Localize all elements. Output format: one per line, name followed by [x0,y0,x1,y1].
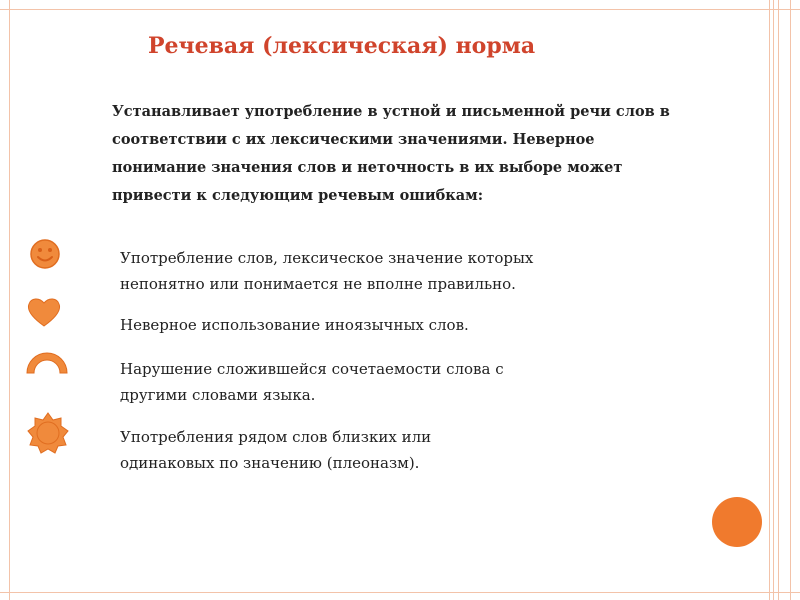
frame-top-line [0,9,800,10]
item-line: Неверное использование иноязычных слов. [120,316,469,334]
heart-icon [26,296,62,328]
intro-line: привести к следующим речевым ошибкам: [112,187,484,204]
frame-right-line-4 [790,0,791,600]
error-item-1 [120,245,580,297]
intro-paragraph [112,98,712,210]
item-line: Употребления рядом слов близких или [120,428,432,446]
frame-right-line-2 [773,0,774,600]
frame-right-line-1 [769,0,770,600]
item-line: Нарушение сложившейся сочетаемости слова с [120,360,504,378]
error-item-3 [120,356,580,408]
smiley-icon [29,238,61,270]
intro-line: соответствии с их лексическими значениями. Неверное [112,131,595,148]
decorative-circle [712,497,762,547]
frame-bottom-line [0,592,800,593]
slide-title: Речевая (лексическая) норма [148,33,536,59]
item-line: одинаковых по значению (плеоназм). [120,454,420,472]
item-line: непонятно или понимается не вполне правильно. [120,275,516,293]
sun-icon [26,411,70,455]
item-line: Употребление слов, лексическое значение которых [120,249,534,267]
frame-right-line-3 [778,0,779,600]
error-item-2 [120,312,580,338]
error-item-4 [120,424,580,476]
item-line: другими словами языка. [120,386,316,404]
intro-line: Устанавливает употребление в устной и письменной речи слов в [112,103,670,120]
frame-left-line [9,0,10,600]
intro-line: понимание значения слов и неточность в их выборе может [112,159,623,176]
arch-icon [25,348,69,374]
